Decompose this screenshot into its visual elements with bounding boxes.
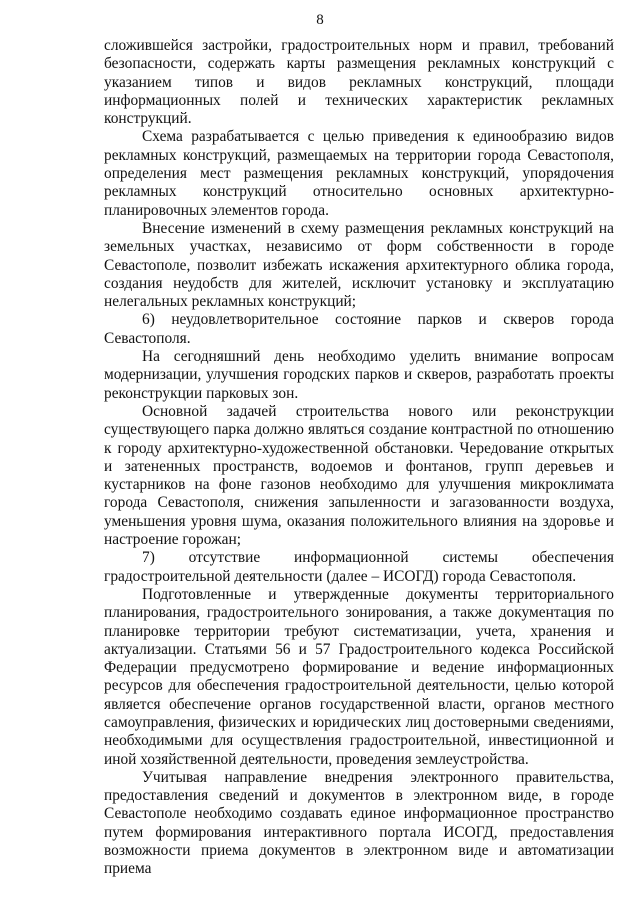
paragraph-scheme-changes: Внесение изменений в схему размещения рекламных конструкций на земельных участках, независимо от форм собственности в городе Севастополе, позволит избежать искажения архитектурного облика города, создания неудобств для жителей, исключит установку и эксплуатацию нелегальных рекламных конструкций; bbox=[104, 219, 614, 311]
document-body bbox=[104, 37, 614, 879]
paragraph-scheme-purpose: Схема разрабатывается с целью приведения к единообразию видов рекламных конструкций, размещаемых на территории города Севастополя, определения мест размещения рекламных конструкций, упорядочения рекламных конструкций относительно основных архитектурно-планировочных элементов города. bbox=[104, 128, 614, 219]
paragraph-item-6: 6) неудовлетворительное состояние парков и скверов города Севастополя. bbox=[104, 311, 614, 347]
paragraph-isogd-documents: Подготовленные и утвержденные документы территориального планирования, градостроительного зонирования, а также документация по планировке территории требуют систематизации, учета, хранения и актуализации. Статьями 56 и 57 Градостроительного кодекса Российской Федерации предусмотрено формирование и ведение информационных ресурсов для обеспечения градостроительной деятельности, целью которой является обеспечение органов государственной власти, органов местного самоуправления, физических и юридических лиц достоверными сведениями, необходимыми для осуществления градостроительной, инвестиционной и иной хозяйственной деятельности, проведения землеустройства. bbox=[104, 585, 614, 768]
paragraph-continuation: сложившейся застройки, градостроительных норм и правил, требований безопасности, содержать карты размещения рекламных конструкций с указанием типов и видов рекламных конструкций, площади информационных полей и технических характеристик рекламных конструкций. bbox=[104, 37, 614, 128]
paragraph-parks-task: Основной задачей строительства нового или реконструкции существующего парка должно являться создание контрастной по отношению к городу архитектурно-художественной обстановки. Чередование открытых и затененных пространств, водоемов и фонтанов, групп деревьев и кустарников на фоне газонов необходимо для улучшения микроклимата города Севастополя, снижения запыленности и загазованности воздуха, уменьшения уровня шума, оказания положительного влияния на здоровье и настроение горожан; bbox=[104, 402, 614, 549]
paragraph-e-government: Учитывая направление внедрения электронного правительства, предоставления сведений и документов в электронном виде, в городе Севастополе необходимо создавать единое информационное пространство путем формирования интерактивного портала ИСОГД, предоставления возможности приема документов в электронном виде и автоматизации приема bbox=[104, 768, 614, 878]
page-number: 8 bbox=[316, 12, 324, 28]
paragraph-parks-modernization: На сегодняшний день необходимо уделить внимание вопросам модернизации, улучшения городских парков и скверов, разработать проекты реконструкции парковых зон. bbox=[104, 348, 614, 402]
paragraph-item-7: 7) отсутствие информационной системы обеспечения градостроительной деятельности (далее – ИСОГД) города Севастополя. bbox=[104, 549, 614, 585]
